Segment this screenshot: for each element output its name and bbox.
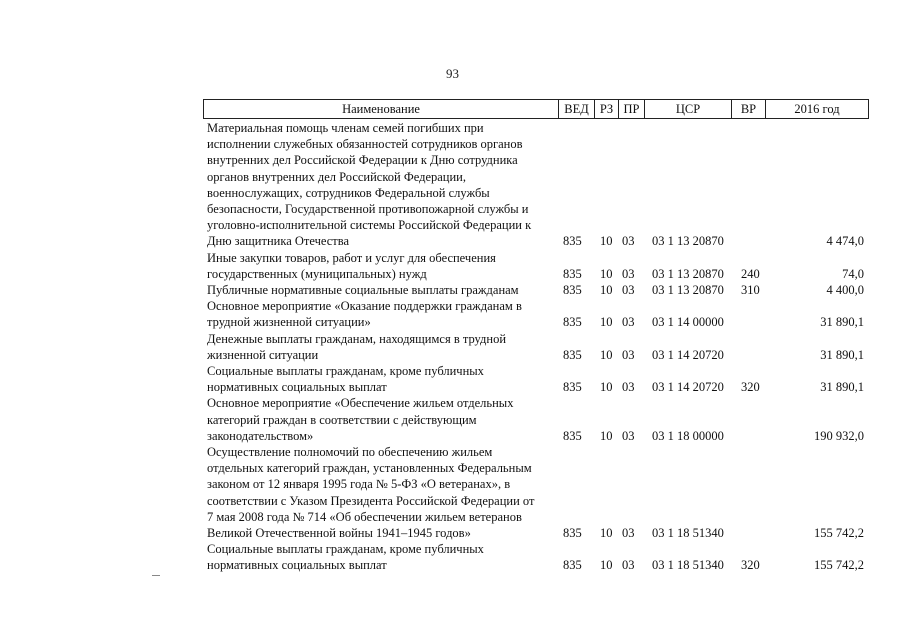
- row-name: Публичные нормативные социальные выплаты гражданам: [207, 283, 519, 298]
- row-pr: 03: [622, 283, 635, 298]
- row-sum: 31 890,1: [820, 315, 864, 330]
- row-sum: 74,0: [842, 266, 864, 281]
- row-csr: 03 1 13 20870: [652, 266, 724, 281]
- row-pr: 03: [622, 526, 635, 541]
- row-csr: 03 1 14 20720: [652, 380, 724, 395]
- page-number: 93: [446, 66, 459, 81]
- row-rz: 10: [600, 558, 613, 573]
- row-vr: 240: [741, 266, 760, 281]
- row-pr: 03: [622, 428, 635, 443]
- row-ved: 835: [563, 558, 582, 573]
- header-vr: ВР: [732, 100, 766, 118]
- header-rz: РЗ: [595, 100, 619, 118]
- table-row: [0, 120, 905, 250]
- row-csr: 03 1 14 20720: [652, 347, 724, 362]
- row-ved: 835: [563, 315, 582, 330]
- row-sum: 155 742,2: [814, 558, 864, 573]
- header-pr: ПР: [619, 100, 645, 118]
- row-csr: 03 1 13 20870: [652, 234, 724, 249]
- row-ved: 835: [563, 283, 582, 298]
- row-rz: 10: [600, 283, 613, 298]
- row-rz: 10: [600, 315, 613, 330]
- row-ved: 835: [563, 347, 582, 362]
- row-name: Денежные выплаты гражданам, находящимся в трудной жизненной ситуации: [207, 331, 507, 362]
- table-header: [203, 99, 869, 119]
- table-row: [0, 541, 905, 573]
- table-body: [0, 120, 905, 574]
- row-ved: 835: [563, 380, 582, 395]
- row-csr: 03 1 14 00000: [652, 315, 724, 330]
- header-year: 2016 год: [794, 102, 840, 116]
- row-rz: 10: [600, 428, 613, 443]
- row-rz: 10: [600, 266, 613, 281]
- row-ved: 835: [563, 266, 582, 281]
- row-pr: 03: [622, 266, 635, 281]
- row-rz: 10: [600, 380, 613, 395]
- row-rz: 10: [600, 234, 613, 249]
- row-sum: 31 890,1: [820, 380, 864, 395]
- row-csr: 03 1 18 51340: [652, 526, 724, 541]
- header-name: Наименование: [204, 100, 559, 118]
- row-csr: 03 1 13 20870: [652, 283, 724, 298]
- table-row: [0, 444, 905, 541]
- row-rz: 10: [600, 347, 613, 362]
- table-row: [0, 331, 905, 363]
- row-pr: 03: [622, 315, 635, 330]
- row-name: Осуществление полномочий по обеспечению жильем отдельных категорий граждан, установленных Федеральным законом от 12 января 1995 года № 5-ФЗ «О ветеранах», в соответствии с Указом Президента Российской Федерации от 7 мая 2008 года № 714 «Об обеспечении жильем ветеранов Великой Отечественной войны 1941–1945 годов»: [207, 445, 535, 541]
- table-row: [0, 250, 905, 282]
- table-row: [0, 298, 905, 330]
- row-sum: 4 474,0: [826, 234, 864, 249]
- row-name: Социальные выплаты гражданам, кроме публичных нормативных социальных выплат: [207, 364, 484, 395]
- row-ved: 835: [563, 234, 582, 249]
- row-ved: 835: [563, 428, 582, 443]
- row-vr: 320: [741, 558, 760, 573]
- row-vr: 320: [741, 380, 760, 395]
- header-ved: ВЕД: [559, 100, 595, 118]
- row-sum: 190 932,0: [814, 428, 864, 443]
- table-row: [0, 395, 905, 444]
- row-sum: 31 890,1: [820, 347, 864, 362]
- row-csr: 03 1 18 51340: [652, 558, 724, 573]
- row-ved: 835: [563, 526, 582, 541]
- row-name: Иные закупки товаров, работ и услуг для обеспечения государственных (муниципальных) нужд: [207, 250, 496, 281]
- row-name: Основное мероприятие «Оказание поддержки гражданам в трудной жизненной ситуации»: [207, 299, 522, 330]
- row-vr: 310: [741, 283, 760, 298]
- margin-mark: [152, 575, 160, 576]
- row-csr: 03 1 18 00000: [652, 428, 724, 443]
- row-name: Социальные выплаты гражданам, кроме публичных нормативных социальных выплат: [207, 542, 484, 573]
- row-pr: 03: [622, 347, 635, 362]
- table-row: [0, 363, 905, 395]
- row-pr: 03: [622, 380, 635, 395]
- row-name: Материальная помощь членам семей погибших при исполнении служебных обязанностей сотрудников органов внутренних дел Российской Федерации к Дню сотрудника органов внутренних дел Российской Федерации, военнослужащих, сотрудников Федеральной службы безопасности, Государственной противопожарной службы и уголовно-исполнительной системы Российской Федерации к Дню защитника Отечества: [207, 121, 532, 249]
- row-rz: 10: [600, 526, 613, 541]
- row-pr: 03: [622, 558, 635, 573]
- row-pr: 03: [622, 234, 635, 249]
- row-sum: 155 742,2: [814, 526, 864, 541]
- header-csr: ЦСР: [645, 100, 732, 118]
- row-sum: 4 400,0: [826, 283, 864, 298]
- table-row: [0, 282, 905, 298]
- row-name: Основное мероприятие «Обеспечение жильем отдельных категорий граждан в соответствии с действующим законодательством»: [207, 396, 514, 443]
